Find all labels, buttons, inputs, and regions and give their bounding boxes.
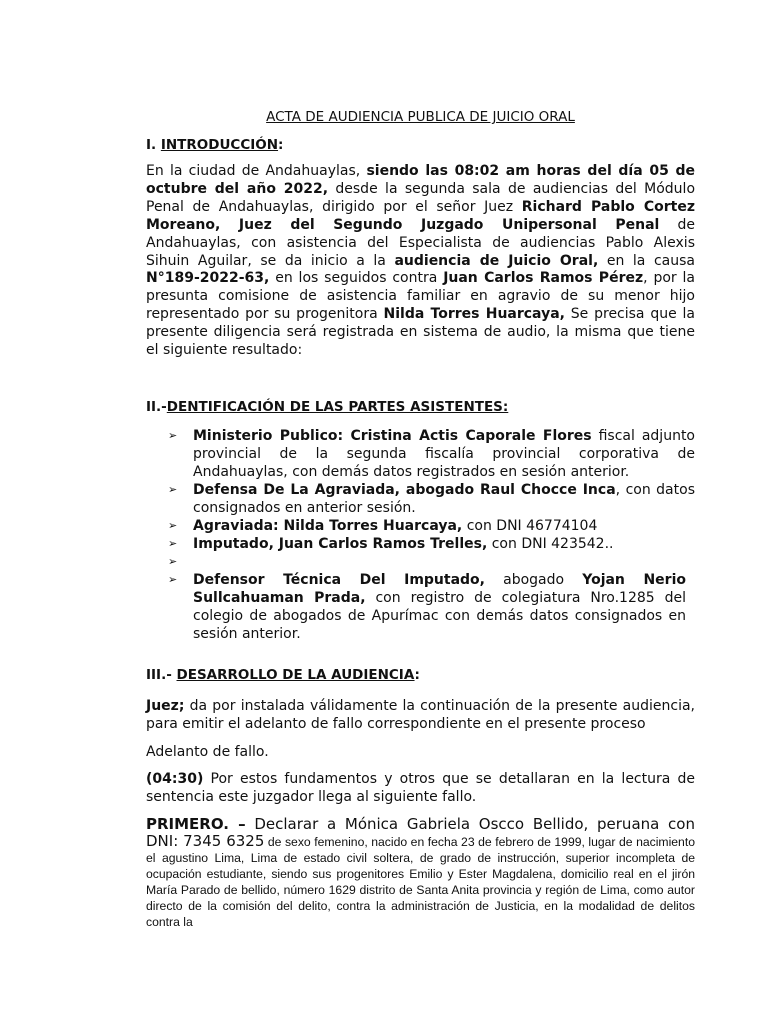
section-label: DENTIFICACIÓN DE LAS PARTES ASISTENTES: bbox=[166, 398, 509, 415]
section-number: III.- bbox=[146, 666, 177, 683]
primero-text: de sexo femenino, nacido en fecha 23 de febrero de 1999, lugar de nacimiento el agustino Lima, Lima de estado civil soltera, de grado de instrucción, superior incompleta de ocupación estudiante, siendo sus progenitores Emilio y Ester Magdalena, domicilio real en el jirón María Parado de bellido, número 1629 distrito de Santa Anita provincia y región de Lima, como autor directo de la comisión del delito, contra la administración de Justicia, en la modalidad de delitos contra la bbox=[146, 834, 696, 929]
juez-text: da por instalada válidamente la continuación de la presente audiencia, para emitir el adelanto de fallo correspondiente en el presente proceso bbox=[146, 697, 695, 732]
intro-text-2: desde la segunda sala de audiencias del Módulo Penal de Andahuaylas, dirigido por el señor Juez bbox=[146, 180, 696, 215]
list-item bbox=[168, 535, 695, 553]
intro-date: siendo las 08:02 am horas del día 05 de octubre del año 2022, bbox=[146, 163, 695, 197]
intro-text-6: , por la presunta comisione de asistencia familiar en agravio de su menor hijo representado por su progenitora bbox=[146, 270, 695, 323]
party-detail-2: con registro de colegiatura Nro.1285 del colegio de abogados de Apurímac con demás datos consignados en sesión anterior. bbox=[193, 589, 686, 642]
intro-hearing: audiencia de Juicio Oral, bbox=[394, 252, 599, 269]
intro-text-4: en la causa bbox=[598, 252, 695, 269]
arrow-bullet-icon: ➢ bbox=[168, 518, 178, 532]
timestamp: (04:30) bbox=[146, 770, 204, 787]
arrow-bullet-icon: ➢ bbox=[168, 482, 178, 496]
list-item-empty bbox=[168, 553, 695, 571]
intro-accused: Juan Carlos Ramos Pérez bbox=[443, 270, 644, 287]
juez-label: Juez; bbox=[146, 697, 185, 714]
party-detail: con DNI 46774104 bbox=[462, 517, 598, 534]
party-detail: abogado bbox=[485, 571, 583, 588]
section-number: I. bbox=[146, 137, 161, 153]
party-detail: con DNI 423542.. bbox=[487, 535, 614, 552]
list-item bbox=[168, 427, 695, 481]
section-label: DESARROLLO DE LA AUDIENCIA bbox=[176, 666, 415, 683]
section-heading-partes bbox=[146, 398, 695, 416]
intro-text-1: En la ciudad de Andahuaylas, bbox=[146, 163, 367, 179]
juez-paragraph bbox=[146, 697, 695, 733]
document-title: ACTA DE AUDIENCIA PUBLICA DE JUICIO ORAL bbox=[266, 109, 575, 125]
section-number: II.- bbox=[146, 398, 167, 415]
intro-mother: Nilda Torres Huarcaya, bbox=[383, 306, 565, 323]
intro-case-number: N°189-2022-63, bbox=[146, 270, 270, 287]
section-label: INTRODUCCIÓN bbox=[160, 137, 279, 153]
document-page bbox=[146, 108, 695, 930]
adelanto-paragraph: Adelanto de fallo. bbox=[146, 743, 269, 760]
list-item bbox=[168, 481, 695, 517]
section-heading-introduccion bbox=[146, 136, 695, 154]
party-name: Agraviada: Nilda Torres Huarcaya, bbox=[193, 517, 463, 534]
arrow-bullet-icon: ➢ bbox=[168, 554, 178, 568]
intro-judge: Richard Pablo Cortez Moreano, Juez del Segundo Juzgado Unipersonal Penal bbox=[146, 198, 695, 233]
party-detail: , con datos consignados en anterior sesión. bbox=[193, 481, 695, 516]
list-item bbox=[168, 517, 695, 535]
intro-text-3: de Andahuaylas, con asistencia del Especialista de audiencias Pablo Alexis Sihuin Aguilar, se da inicio a la bbox=[146, 216, 695, 269]
intro-text-7: Se precisa que la presente diligencia será registrada en sistema de audio, la misma que tiene el siguiente resultado: bbox=[146, 306, 695, 359]
party-name: Ministerio Publico: Cristina Actis Caporale Flores bbox=[193, 427, 592, 444]
party-name: Defensor Técnica Del Imputado, bbox=[193, 571, 485, 588]
timestamp-text: Por estos fundamentos y otros que se detallaran en la lectura de sentencia este juzgador llega al siguiente fallo. bbox=[146, 770, 695, 805]
party-detail: fiscal adjunto provincial de la segunda fiscalía provincial corporativa de Andahuaylas, con demás datos registrados en sesión anterior. bbox=[193, 427, 695, 480]
arrow-bullet-icon: ➢ bbox=[168, 572, 178, 586]
section-suffix: : bbox=[414, 666, 420, 683]
party-name-2: Yojan Nerio Sullcahuaman Prada, bbox=[193, 571, 686, 606]
intro-paragraph bbox=[146, 163, 695, 360]
party-name: Imputado, Juan Carlos Ramos Trelles, bbox=[193, 535, 488, 552]
timestamp-paragraph bbox=[146, 770, 695, 806]
intro-text-5: en los seguidos contra bbox=[269, 270, 444, 287]
parties-list bbox=[146, 427, 695, 643]
section-suffix: : bbox=[278, 137, 284, 153]
list-item bbox=[168, 571, 686, 643]
party-name: Defensa De La Agraviada, abogado Raul Chocce Inca bbox=[193, 481, 616, 498]
section-heading-desarrollo bbox=[146, 666, 695, 684]
primero-paragraph bbox=[146, 816, 695, 930]
primero-lead: Declarar a Mónica Gabriela Oscco Bellido, peruana con DNI: 7345 6325 bbox=[146, 814, 695, 850]
arrow-bullet-icon: ➢ bbox=[168, 428, 178, 442]
primero-label: PRIMERO. – bbox=[146, 814, 246, 833]
arrow-bullet-icon: ➢ bbox=[168, 536, 178, 550]
